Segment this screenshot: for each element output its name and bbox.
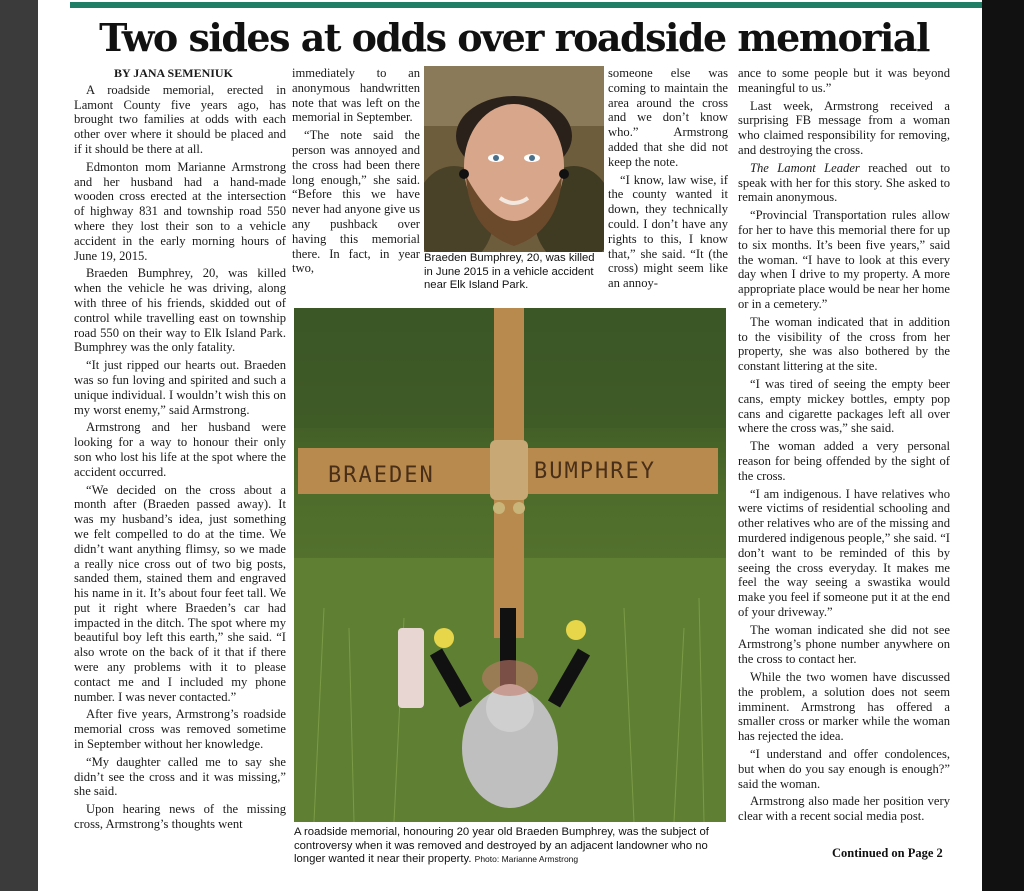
paragraph: Braeden Bumphrey, 20, was killed when the vehicle he was driving, along with three of his friends, skidded out of control while travelling east on township road 550 on their way to Elk Island Park. Bumphrey was the only fatality.	[74, 266, 286, 355]
paragraph: Edmonton mom Marianne Armstrong and her husband had a hand-made wooden cross erected at the intersection of highway 831 and township road 550 where they lost their son to a vehicle accident in the early morning hours of June 19, 2015.	[74, 159, 286, 263]
paragraph: Upon hearing news of the missing cross, Armstrong’s thoughts went	[74, 802, 286, 832]
paragraph: A roadside memorial, erected in Lamont County five years ago, has brought two families at odds with each other over where it should be placed and if it should be there at all.	[74, 82, 286, 156]
memorial-image	[294, 308, 726, 822]
paragraph: “It just ripped our hearts out. Braeden was so fun loving and spirited and such a unique individual. I wouldn’t wish this on my worst enemy,” said Armstrong.	[74, 358, 286, 417]
column-1	[74, 66, 286, 866]
paragraph: “My daughter called me to say she didn’t see the cross and it was missing,” she said.	[74, 754, 286, 799]
newspaper-name: The Lamont Leader	[750, 160, 860, 175]
byline: BY JANA SEMENIUK	[114, 66, 233, 80]
column-4	[738, 66, 950, 836]
paragraph: After five years, Armstrong’s roadside memorial cross was removed sometime in September without her knowledge.	[74, 707, 286, 752]
paragraph: “I know, law wise, if the county wanted it down, they technically could. I don’t have any rights to this, I know that,” she said. “It (the cross) might seem like an annoy-	[608, 172, 728, 291]
memorial-caption-text: A roadside memorial, honouring 20 year old Braeden Bumphrey, was the subject of controversy when it was removed and destroyed by an adjacent landowner who no longer wanted it near their property.	[294, 826, 709, 865]
paragraph: Last week, Armstrong received a surprising FB message from a woman who claimed responsibility for removing, and destroying the cross.	[738, 98, 950, 157]
newspaper-page	[38, 0, 982, 891]
paragraph: Armstrong and her husband were looking for a way to honour their only son who lost his life at the spot where the accident occurred.	[74, 420, 286, 479]
paragraph: someone else was coming to maintain the area around the cross and we don’t know who.” Armstrong added that she did not keep the note.	[608, 66, 728, 169]
portrait-caption: Braeden Bumphrey, 20, was killed in June 2015 in a vehicle accident near Elk Island Park.	[424, 252, 595, 291]
paragraph: The woman indicated that in addition to the visibility of the cross from her property, she was also bothered by the constant littering at the site.	[738, 314, 950, 374]
headline: Two sides at odds over roadside memorial	[99, 15, 929, 60]
paragraph: The woman indicated she did not see Armstrong’s phone number anywhere on the cross to contact her.	[738, 622, 950, 667]
continued-note: Continued on Page 2	[832, 846, 943, 860]
paragraph: “We decided on the cross about a month after (Braeden passed away). It was my husband’s idea, just something we felt compelled to do at the time. We didn’t want anything flimsy, so we made a really nice cross out of two big posts, sanded them, stained them and engraved his name in it. It’s about four feet tall. We put it right where Braeden’s car had impacted in the ditch. The spot where my beautiful boy left this earth,” she said. “I also wrote on the back of it that if there were any problems with it to please contact me and I included my phone number. I was never contacted.”	[74, 482, 286, 704]
viewer-margin-right	[982, 0, 1024, 891]
paragraph: “The note said the person was annoyed and the cross had been there long enough,” she said. “Before this we have never had anyone give us any pushback over having this memorial there. In fact, in year two,	[292, 128, 420, 276]
viewer-margin-left	[0, 0, 38, 891]
paragraph: The woman added a very personal reason for being offended by the sight of the cross.	[738, 439, 950, 483]
portrait-photo	[424, 66, 604, 252]
photo-credit: Photo: Marianne Armstrong	[474, 854, 579, 864]
paragraph: Armstrong also made her position very clear with a recent social media post.	[738, 794, 950, 824]
paragraph: immediately to an anonymous handwritten note that was left on the memorial in September.	[292, 66, 420, 125]
top-rule	[70, 2, 982, 8]
column-2	[292, 66, 420, 304]
paragraph: While the two women have discussed the problem, a solution does not seem imminent. Armstrong has offered a smaller cross or marker while the woman has rejected the idea.	[738, 670, 950, 744]
portrait-image	[424, 66, 604, 252]
paragraph-text: reached out to speak with her for this story. She asked to remain anonymous.	[738, 160, 951, 205]
paragraph: “I understand and offer condolences, but when do you say enough is enough?” said the woman.	[738, 747, 950, 791]
memorial-photo	[294, 308, 726, 822]
cross-engraving-right: BUMPHREY	[534, 459, 656, 484]
cross-engraving-left: BRAEDEN	[328, 463, 435, 488]
paragraph: “Provincial Transportation rules allow for her to have this memorial there for up to six months. It’s been five years,” said the woman. “I have to look at this every day when I drive to my property. A more appropriate place would be near her home or in a cemetery.”	[738, 208, 950, 311]
paragraph	[738, 161, 950, 205]
paragraph: ance to some people but it was beyond meaningful to us.”	[738, 66, 950, 95]
paragraph: “I was tired of seeing the empty beer cans, empty mickey bottles, empty pop cans and cigarette packages left all over where the cross was,” she said.	[738, 376, 950, 436]
memorial-caption	[294, 826, 728, 867]
column-3	[608, 66, 728, 306]
paragraph: “I am indigenous. I have relatives who were victims of residential schooling and other relatives who are of the missing and murdered indigenous people,” she said. “I don’t want to be reminded of this by seeing the cross everyday. It makes me feel the way seeing a swastika would make you feel if someone put it at the end of your driveway.”	[738, 486, 950, 619]
